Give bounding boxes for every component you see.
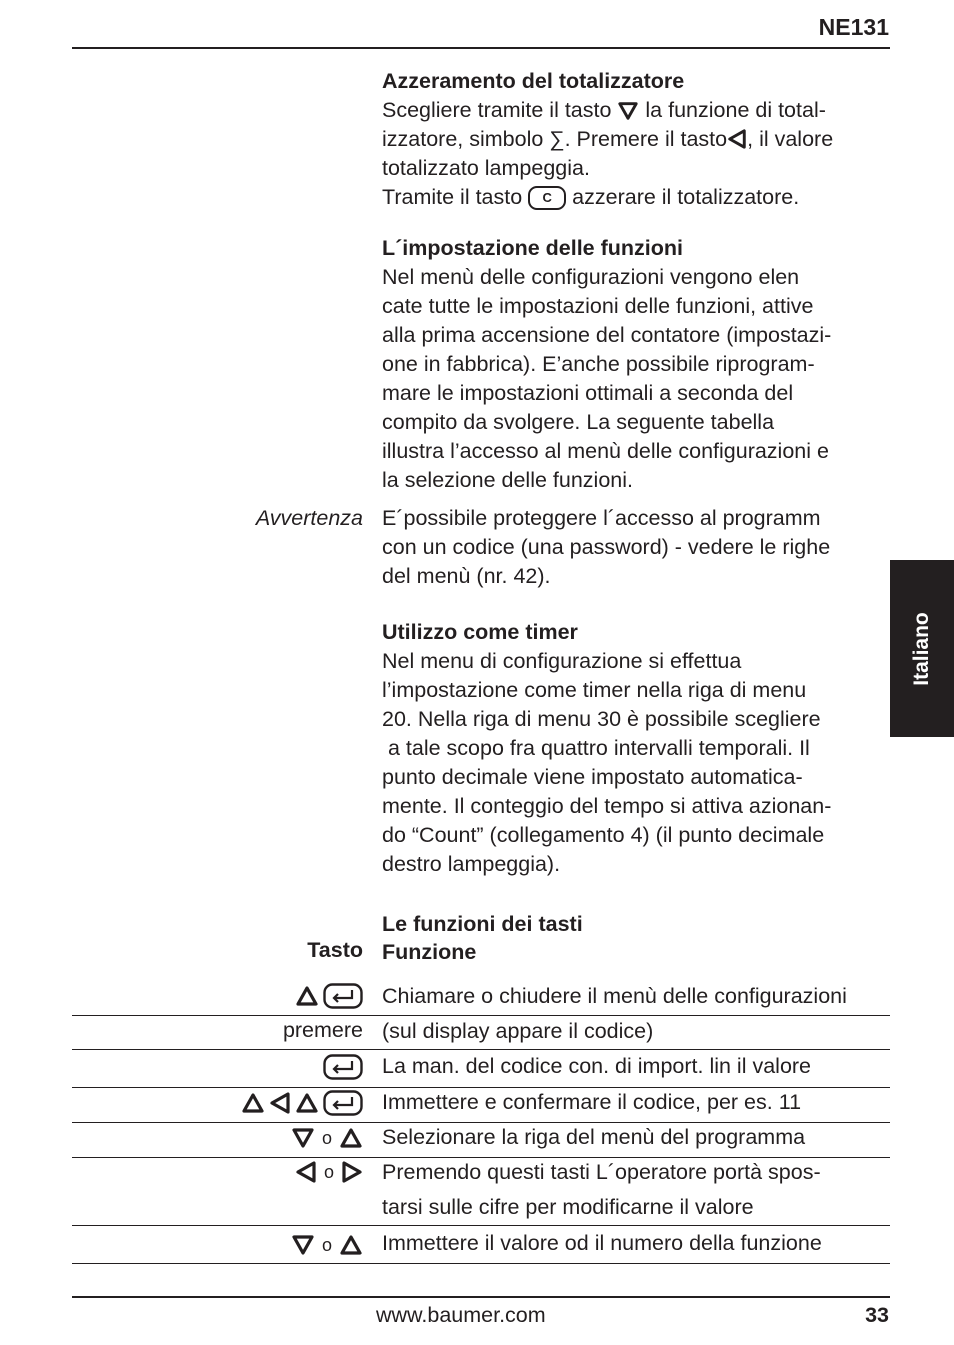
- note-label: Avvertenza: [255, 506, 363, 530]
- paragraph-line: Scegliere tramite il tasto la funzione di total-: [382, 98, 826, 122]
- language-tab-label: Italiano: [910, 611, 933, 686]
- paragraph-line: a tale scopo fra quattro intervalli temporali. Il: [382, 736, 810, 760]
- section-title: L´impostazione delle funzioni: [382, 236, 683, 260]
- paragraph-line: illustra l’accesso al menù delle configurazioni e: [382, 439, 829, 463]
- note-text: [382, 504, 897, 591]
- up-arrow-key-icon: [339, 1127, 363, 1149]
- paragraph-line: 20. Nella riga di menu 30 è possibile scegliere: [382, 707, 821, 731]
- column-header-function: Funzione: [382, 940, 477, 964]
- model-number: NE131: [818, 14, 889, 40]
- down-arrow-key-icon: [291, 1127, 315, 1149]
- table-row-key: [295, 1160, 363, 1184]
- table-row-key: [295, 983, 363, 1009]
- header-rule: [72, 47, 890, 49]
- table-row-function: Immettere il valore od il numero della funzione: [382, 1231, 822, 1255]
- paragraph-line: izzatore, simbolo ∑. Premere il tasto , il valore: [382, 127, 834, 151]
- paragraph-line: do “Count” (collegamento 4) (il punto decimale: [382, 823, 825, 847]
- table-row-function: Immettere e confermare il codice, per es. 11: [382, 1090, 802, 1114]
- right-arrow-key-icon: [341, 1160, 363, 1184]
- down-arrow-key-icon: [617, 101, 639, 121]
- paragraph-line: Nel menu di configurazione si effettua: [382, 649, 742, 673]
- language-tab: [890, 560, 954, 737]
- paragraph-line: Tramite il tasto C azzerare il totalizzatore.: [382, 185, 800, 209]
- enter-key-icon: [323, 1054, 363, 1080]
- column-header-key: Tasto: [307, 938, 363, 962]
- table-row-key: [241, 1090, 363, 1116]
- table-row-key: [291, 1234, 363, 1256]
- table-row-key: [323, 1054, 363, 1080]
- table-row-function: Chiamare o chiudere il menù delle configurazioni: [382, 984, 847, 1008]
- paragraph-line: totalizzato lampeggia.: [382, 156, 590, 180]
- or-word: o: [321, 1234, 332, 1255]
- paragraph-line: l’impostazione come timer nella riga di menu: [382, 678, 807, 702]
- section-title: Azzeramento del totalizzatore: [382, 69, 685, 93]
- enter-key-icon: [323, 1090, 363, 1116]
- table-heading: [382, 910, 583, 966]
- down-arrow-key-icon: [291, 1234, 315, 1256]
- paragraph-line: la selezione delle funzioni.: [382, 468, 633, 492]
- or-word: o: [323, 1161, 334, 1182]
- c-key-icon: C: [528, 186, 566, 210]
- section-totalizer-reset: [382, 67, 897, 212]
- table-row-function: La man. del codice con. di import. lin il valore: [382, 1054, 812, 1078]
- section-function-settings: [382, 234, 897, 495]
- table-row-divider: [72, 1263, 890, 1264]
- footer-url: www.baumer.com: [376, 1303, 546, 1327]
- up-arrow-key-icon: [339, 1234, 363, 1256]
- footer-rule: [72, 1296, 890, 1298]
- table-row-key: premere: [282, 1018, 363, 1042]
- table-row-function-cont: tarsi sulle cifre per modificarne il valore: [382, 1195, 754, 1219]
- table-row-key: [291, 1127, 363, 1149]
- left-arrow-key-icon: [295, 1160, 317, 1184]
- section-title: Utilizzo come timer: [382, 620, 578, 644]
- paragraph-line: E´possibile proteggere l´accesso al programm: [382, 506, 821, 530]
- paragraph-line: punto decimale viene impostato automatica-: [382, 765, 803, 789]
- left-arrow-key-icon: [727, 128, 747, 150]
- table-row-function: (sul display appare il codice): [382, 1019, 654, 1043]
- paragraph-line: alla prima accensione del contatore (impostazi-: [382, 323, 832, 347]
- or-word: o: [321, 1127, 332, 1148]
- up-arrow-key-icon: [295, 1092, 319, 1114]
- up-arrow-key-icon: [295, 985, 319, 1007]
- table-row-function: Selezionare la riga del menù del programma: [382, 1125, 806, 1149]
- paragraph-line: del menù (nr. 42).: [382, 564, 551, 588]
- paragraph-line: destro lampeggia).: [382, 852, 561, 876]
- enter-key-icon: [323, 983, 363, 1009]
- paragraph-line: compito da svolgere. La seguente tabella: [382, 410, 775, 434]
- section-timer-usage: [382, 618, 897, 879]
- paragraph-line: Nel menù delle configurazioni vengono elen: [382, 265, 800, 289]
- paragraph-line: one in fabbrica). E’anche possibile riprogram-: [382, 352, 815, 376]
- paragraph-line: cate tutte le impostazioni delle funzioni, attive: [382, 294, 814, 318]
- paragraph-line: mente. Il conteggio del tempo si attiva azionan-: [382, 794, 832, 818]
- paragraph-line: mare le impostazioni ottimali a seconda del: [382, 381, 794, 405]
- up-arrow-key-icon: [241, 1092, 265, 1114]
- table-title: Le funzioni dei tasti: [382, 912, 583, 936]
- paragraph-line: con un codice (una password) - vedere le righe: [382, 535, 831, 559]
- left-arrow-key-icon: [269, 1091, 291, 1115]
- table-row-function: Premendo questi tasti L´operatore portà spos-: [382, 1160, 821, 1184]
- page-number: 33: [865, 1303, 889, 1327]
